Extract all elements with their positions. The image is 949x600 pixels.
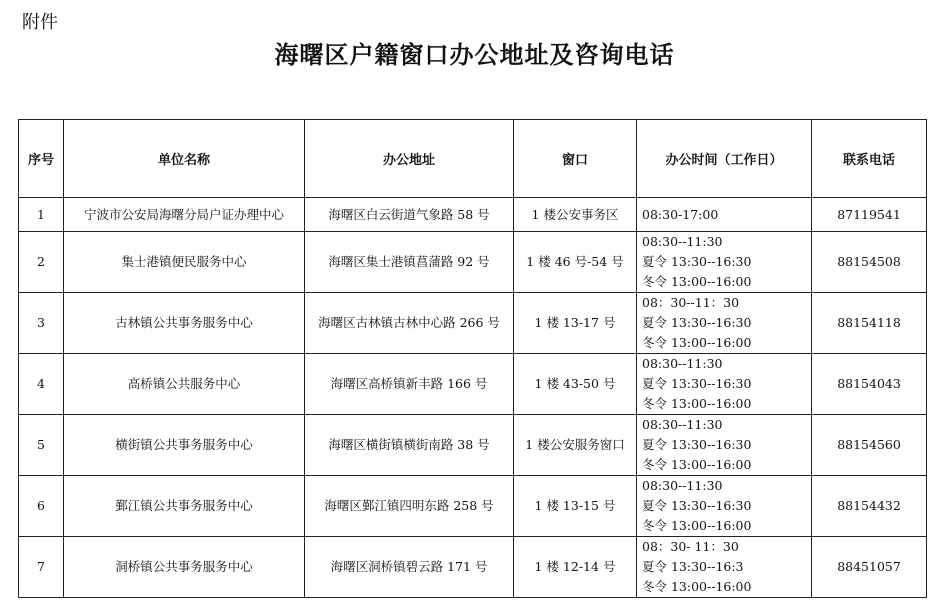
header-index: 序号: [19, 120, 64, 198]
row-hours: [637, 232, 812, 293]
row-unit: 古林镇公共事务服务中心: [64, 293, 305, 354]
row-window: 1 楼 46 号-54 号: [514, 232, 637, 293]
hours-line: 08:30--11:30: [642, 417, 723, 432]
row-window: 1 楼 13-17 号: [514, 293, 637, 354]
row-phone: 87119541: [812, 198, 927, 232]
hours-line: 冬令 13:00--16:00: [642, 457, 752, 472]
row-index: 2: [19, 232, 64, 293]
row-phone: 88154560: [812, 415, 927, 476]
row-unit: 横街镇公共事务服务中心: [64, 415, 305, 476]
row-phone: 88154508: [812, 232, 927, 293]
row-phone: 88451057: [812, 537, 927, 598]
row-phone: 88154043: [812, 354, 927, 415]
row-hours: [637, 537, 812, 598]
table-row: [19, 537, 927, 598]
row-index: 7: [19, 537, 64, 598]
row-index: 5: [19, 415, 64, 476]
table-row: [19, 476, 927, 537]
row-index: 1: [19, 198, 64, 232]
row-index: 4: [19, 354, 64, 415]
hours-line: 08:30--11:30: [642, 478, 723, 493]
row-address: 海曙区洞桥镇碧云路 171 号: [305, 537, 514, 598]
hours-line: 夏令 13:30--16:30: [642, 315, 752, 330]
header-phone: 联系电话: [812, 120, 927, 198]
table-row: [19, 232, 927, 293]
row-address: 海曙区古林镇古林中心路 266 号: [305, 293, 514, 354]
hours-line: 08:30-17:00: [642, 206, 719, 222]
row-address: 海曙区高桥镇新丰路 166 号: [305, 354, 514, 415]
hours-line: 冬令 13:00--16:00: [642, 335, 752, 350]
header-unit: 单位名称: [64, 120, 305, 198]
attachment-label: 附件: [22, 12, 58, 33]
row-address: 海曙区鄞江镇四明东路 258 号: [305, 476, 514, 537]
table-row: [19, 354, 927, 415]
row-unit: 高桥镇公共服务中心: [64, 354, 305, 415]
header-address: 办公地址: [305, 120, 514, 198]
hours-line: 08：30--11：30: [642, 295, 740, 310]
row-unit: 洞桥镇公共事务服务中心: [64, 537, 305, 598]
row-window: 1 楼 12-14 号: [514, 537, 637, 598]
hours-line: 夏令 13:30--16:30: [642, 498, 752, 513]
table-row: [19, 198, 927, 232]
document-title: 海曙区户籍窗口办公地址及咨询电话: [274, 41, 675, 69]
row-hours: [637, 415, 812, 476]
header-hours: 办公时间（工作日）: [637, 120, 812, 198]
row-phone: 88154118: [812, 293, 927, 354]
hours-line: 冬令 13:00--16:00: [642, 396, 752, 411]
hours-line: 08:30--11:30: [642, 234, 723, 249]
table-header-row: [19, 120, 927, 198]
hours-line: 夏令 13:30--16:30: [642, 437, 752, 452]
table-row: [19, 415, 927, 476]
row-hours: [637, 293, 812, 354]
hours-line: 08：30- 11：30: [642, 539, 739, 554]
row-unit: 鄞江镇公共事务服务中心: [64, 476, 305, 537]
header-window: 窗口: [514, 120, 637, 198]
hours-line: 夏令 13:30--16:30: [642, 254, 752, 269]
table-row: [19, 293, 927, 354]
row-hours: [637, 354, 812, 415]
row-hours: [637, 476, 812, 537]
row-unit: 集士港镇便民服务中心: [64, 232, 305, 293]
office-table: [18, 119, 927, 598]
row-address: 海曙区集士港镇菖蒲路 92 号: [305, 232, 514, 293]
row-index: 3: [19, 293, 64, 354]
row-window: 1 楼 43-50 号: [514, 354, 637, 415]
row-unit: 宁波市公安局海曙分局户证办理中心: [64, 198, 305, 232]
hours-line: 08:30--11:30: [642, 356, 723, 371]
hours-line: 冬令 13:00--16:00: [642, 579, 752, 594]
hours-line: 冬令 13:00--16:00: [642, 518, 752, 533]
row-address: 海曙区白云街道气象路 58 号: [305, 198, 514, 232]
row-window: 1 楼公安事务区: [514, 198, 637, 232]
row-hours: [637, 198, 812, 232]
row-index: 6: [19, 476, 64, 537]
hours-line: 夏令 13:30--16:3: [642, 559, 744, 574]
row-address: 海曙区横街镇横街南路 38 号: [305, 415, 514, 476]
hours-line: 夏令 13:30--16:30: [642, 376, 752, 391]
row-window: 1 楼 13-15 号: [514, 476, 637, 537]
row-phone: 88154432: [812, 476, 927, 537]
row-window: 1 楼公安服务窗口: [514, 415, 637, 476]
hours-line: 冬令 13:00--16:00: [642, 274, 752, 289]
